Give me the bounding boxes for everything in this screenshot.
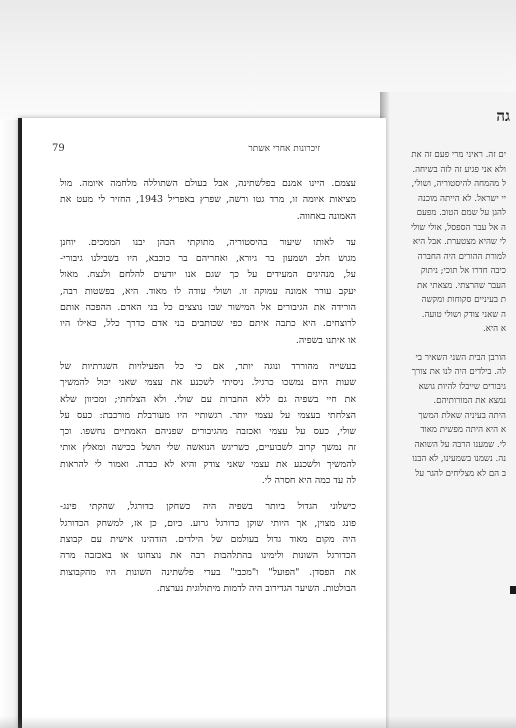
page-edge-mark — [510, 586, 516, 594]
right-page-line: ולא אני פגיע זה לזה בשיחה. — [412, 164, 506, 175]
text-line: זה נמשך קרוב לשבועיים, כשריגש הנואשה שלי הושל בכישה ומאלץ אותי — [60, 442, 356, 454]
right-page-line: ל מהמחה להיסטוריה, ושולי, — [411, 179, 506, 189]
right-page-line: ת בעיניים סקוחות ומקשה — [421, 295, 506, 305]
text-line: את הפסדן. "הפועל" ו"מכבי" בערי פלשתינה השונות היו מהקבוצות — [60, 566, 356, 578]
text-line: שולי, כעס על עצמי ואכזבה מהגיבורים שפניהם האמתיים נחשפו. וכך — [60, 426, 356, 438]
text-line: עד לאותו שיעור בהיסטוריה, מתוקתי הכהן יבנו הממכים. יוחנן — [60, 236, 356, 248]
paragraph — [60, 499, 356, 597]
right-page-line: היתה בעיניה שאלת המשך — [418, 410, 506, 421]
text-line: את חיי בשפיה גם ללא החברות עם שולי. ולא הצלחתי; ומכיוון שלא — [60, 393, 356, 405]
right-page-line: ים זה. ראיני מרי פעם זה את — [411, 150, 506, 160]
scan-bottom-shadow — [0, 716, 516, 728]
right-page-line: יי ישראל. לא הייתה מוכנה — [418, 193, 506, 204]
text-line: או איתנו בשפיה. — [295, 334, 356, 346]
right-page-line: ב הם לא מצליחים להגר על — [415, 468, 506, 479]
right-page-line: למורת ההורים היה החברה — [417, 251, 506, 262]
page-number: 79 — [52, 143, 65, 154]
paragraph-gap — [60, 489, 356, 499]
right-page-line: גיבורים שייבלו להיות גושא — [418, 381, 506, 392]
right-page-line: לי. שמענו הרבה על השואה — [414, 439, 506, 450]
text-line: הכדורגל השונות ולימינו בהתלהבות רבה את נוצחונו או באכזבה מרה — [60, 550, 356, 562]
text-line: לה עד כמה היא חסרה לי. — [261, 475, 356, 487]
text-line: מגוש חלב ושמעון בר גיורא, ואחריהם בר כוכבא, היו בשבילנו גיבורי- — [60, 253, 356, 265]
text-line: עצמם. היינו אמנם בפלשתינה, אבל בעולם השתוללה מלחמה איומה. מול — [60, 178, 356, 189]
text-line: הצלחתי בעצמי על עצמי יותר. רגשותיי היו מעורבלת מורכבת: כעס על — [60, 409, 356, 421]
text-line: האמונה באחווה. — [296, 210, 356, 222]
text-line: מציאות איומה זו, מרד גטו ורשה, שפרץ באפריל 1943, החזיר לי מעט את — [60, 194, 356, 206]
right-page-line: להגן על שמם הטוב. מפעם — [416, 208, 506, 218]
right-page-heading: גה — [496, 107, 510, 125]
running-header: זיכרונות אחרי אשתר — [248, 144, 320, 154]
text-line: על, מנהיגים המעידים על כך שגם אנו יודעים להלחם ולנצח. מאול — [60, 269, 356, 281]
right-page-line: לי שהיא מצטערת. אבל היא — [412, 237, 506, 247]
text-line: שעות היום נמשכו כרגיל. ניסיתי לשכנע את עצמי שאני יכול להמשיך — [60, 377, 356, 389]
right-page-line: לה. בילדים היה לנו את צורך — [411, 367, 506, 377]
scan-left-margin — [0, 120, 18, 728]
text-line: להמשיך ולשכנע את עצמי שאני צודק והיא לא כבדה. ואמור לי להראות — [60, 458, 356, 470]
paragraph — [60, 359, 356, 489]
text-line: לרוצחים. היא כתבה איתם כפי שכותבים בני אדם כדרך כלל, כאילו היו — [60, 318, 356, 330]
paragraph-gap — [60, 349, 356, 359]
text-line: היה מקום מאוד גדול בעולמם של הילדים. הזדהינו אישית עם קבוצת — [60, 533, 356, 545]
right-page-line: א היא. — [483, 324, 506, 334]
right-page-line: הורבן הבית השני השאיר בי — [415, 352, 506, 363]
right-page-gap — [376, 337, 506, 351]
right-page-line: העבר שהרצתי. מצאתי את — [417, 280, 506, 291]
paragraph — [60, 235, 356, 349]
right-page-text — [376, 148, 506, 481]
text-line: כישלוני הגדול ביותר בשפיה היה כשחקן כדורגל, שהקתי פינג- — [60, 501, 356, 513]
text-line: פונג מצוין, אך היותי שוקן כדורגל גרוע. כיום, כן אז, למשחק הכדורגל — [60, 517, 356, 529]
right-page-line: א היא היתה מפשית מאוד — [420, 425, 506, 435]
text-line: הורידה את הגיבורים אל המישור שבו נוצצים כל בני האדם. ההפכה אותם — [60, 302, 356, 314]
right-page-line: ה אל עבר הספסל, אולי שולי — [410, 222, 506, 233]
text-line: בעשייה מהוררד ונוגה יותר, אם כי כל הפעילויות השגרתיות של — [60, 360, 356, 372]
right-page-line: נה. נשמנו בשמעינו, לא הבנו — [412, 454, 506, 464]
body-text — [60, 176, 356, 597]
right-page-line: ה שאני צודק ושולי טועה. — [421, 309, 506, 320]
paragraph-gap — [60, 225, 356, 235]
text-line: יעקב עורר אמונה עמוקה זו. ושולי עודה לו מאוד. היא, בפשטות רבה, — [60, 285, 356, 297]
right-page-line: נמצא את המורותיהם. — [433, 396, 506, 406]
right-page-line: כיבה חדרו אל תוכי; ניתוק — [420, 266, 506, 276]
paragraph — [60, 176, 356, 225]
text-line: הבולטות. השיער הגדירוב היה לדמות מיתולוגית נערצת. — [156, 582, 356, 594]
